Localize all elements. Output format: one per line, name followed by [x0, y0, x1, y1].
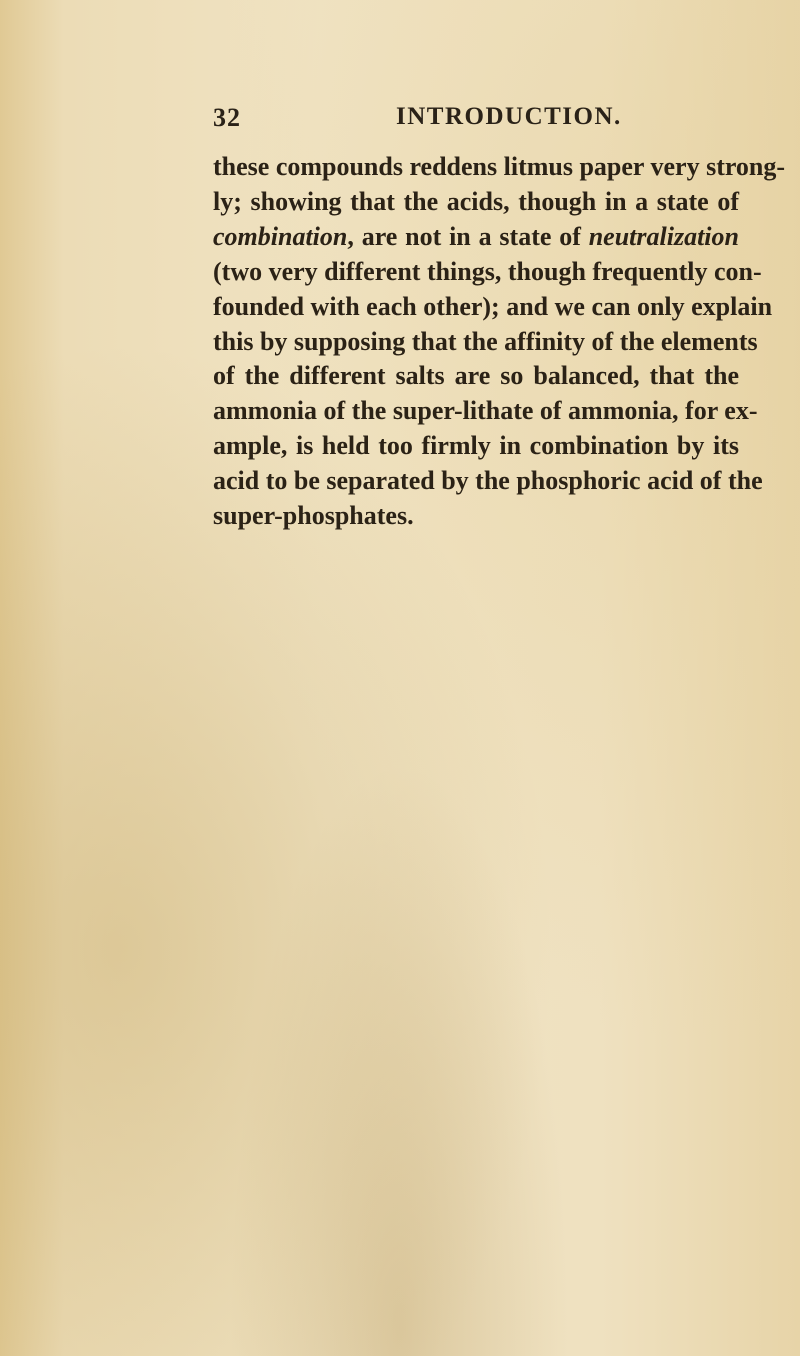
page-number: 32	[213, 103, 241, 132]
text-line: (two very different things, though frequently con-	[213, 256, 762, 286]
italic-term-neutralization: neutralization	[588, 221, 739, 251]
text-line: ample, is held too firmly in combination by its	[213, 431, 739, 461]
text-line: ly; showing that the acids, though in a state of	[213, 186, 739, 216]
running-head: INTRODUCTION.	[396, 103, 622, 130]
text-line: acid to be separated by the phosphoric acid of the	[213, 466, 763, 496]
text-line: ammonia of the super-lithate of ammonia, for ex-	[213, 396, 758, 426]
text-line: these compounds reddens litmus paper very strong-	[213, 152, 786, 181]
text-line	[213, 220, 739, 255]
text-fragment: , are not in a state of	[347, 221, 589, 251]
body-paragraph	[213, 150, 786, 534]
text-line: founded with each other); and we can only explain	[213, 291, 773, 321]
italic-term-combination: combination	[213, 221, 348, 251]
text-line: super-phosphates.	[213, 501, 414, 531]
text-line: this by supposing that the affinity of the elements	[213, 326, 758, 356]
page-header	[213, 103, 763, 133]
text-line: of the different salts are so balanced, that the	[213, 361, 739, 391]
